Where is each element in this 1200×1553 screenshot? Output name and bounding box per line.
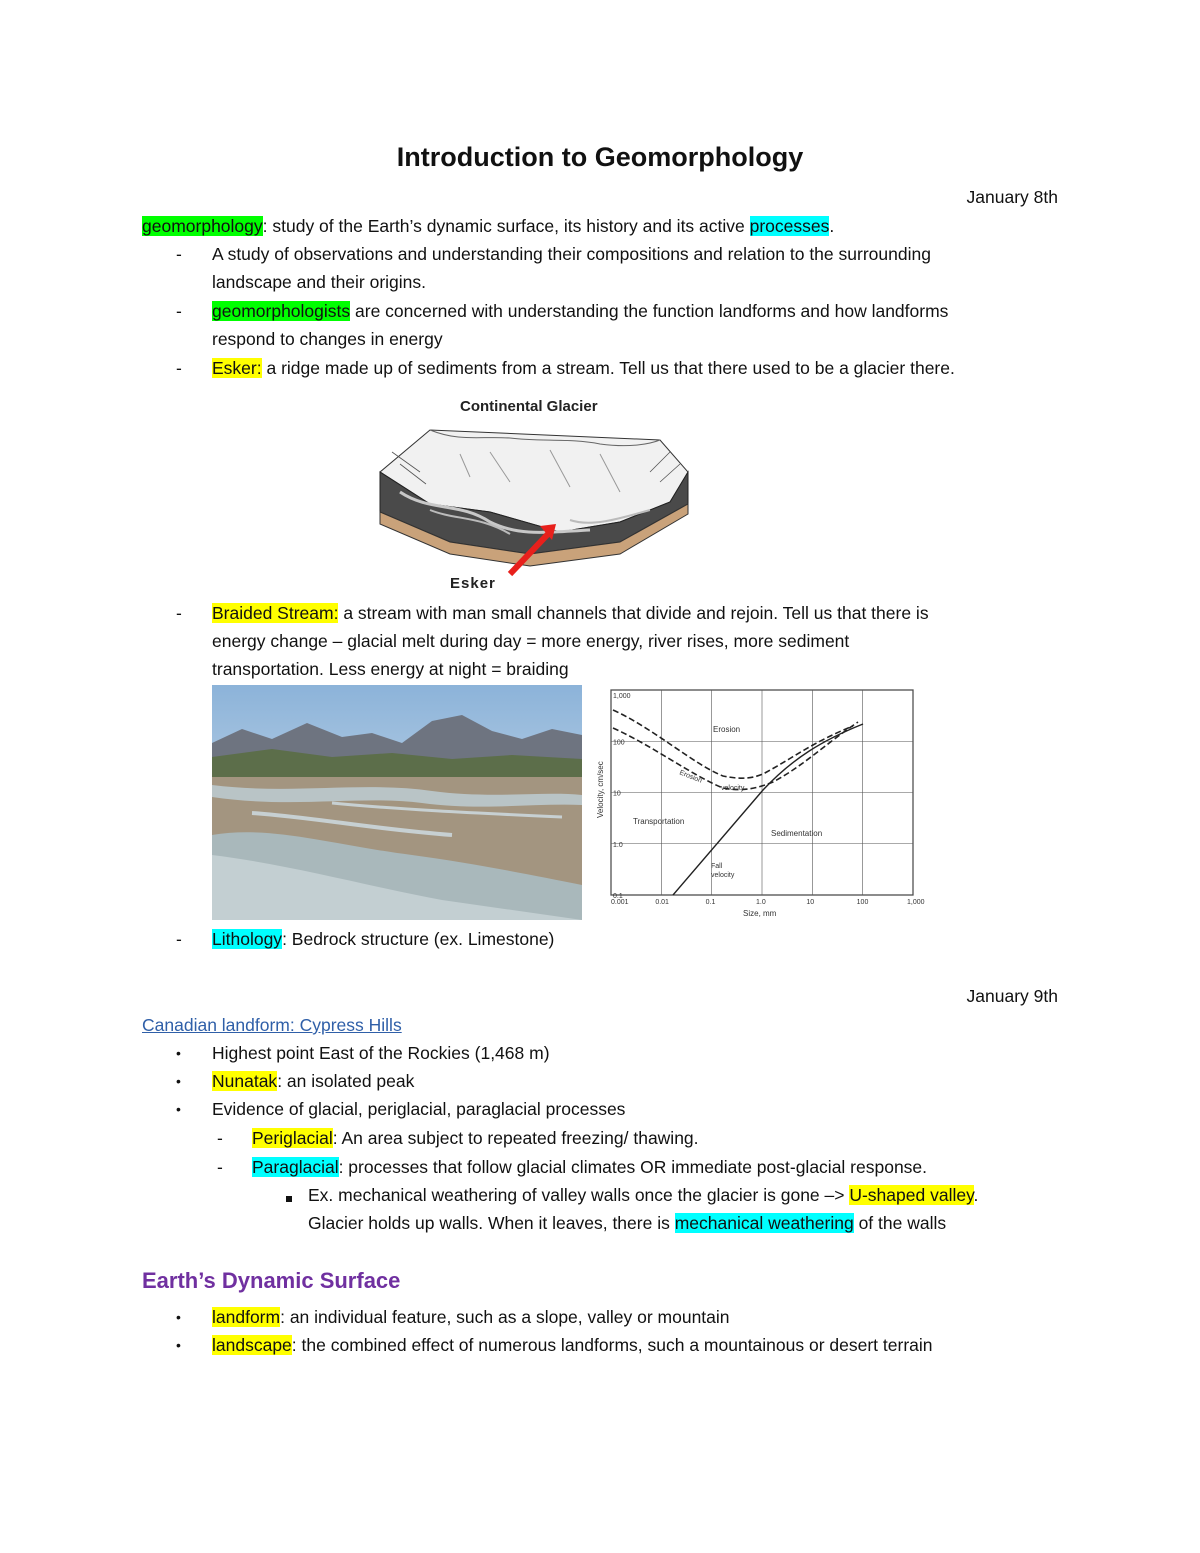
y-tick-label: 1.0: [613, 841, 623, 849]
bullet-marker: •: [176, 1337, 181, 1353]
x-tick-label: 0.001: [611, 899, 629, 906]
date-january-8: January 8th: [966, 187, 1058, 207]
dash-marker: -: [176, 244, 182, 264]
term-braided-stream: Braided Stream:: [212, 603, 339, 623]
term-lithology: Lithology: [212, 929, 283, 949]
x-tick-label: 10: [806, 899, 815, 906]
x-tick-label: 1,000: [907, 899, 925, 906]
x-tick-label: 1.0: [756, 899, 766, 906]
dash-marker: -: [217, 1157, 223, 1177]
bullet-marker: •: [176, 1045, 181, 1061]
braided-river-photo: [212, 685, 582, 920]
list-item: Braided Stream: a stream with man small channels that divide and rejoin. Tell us that there is energy change – glacial melt during day = more energy, river rises, more sediment transportation. Less energy at night = braiding: [212, 603, 929, 679]
y-tick-label: 1,000: [613, 693, 631, 700]
dash-marker: -: [176, 301, 182, 321]
x-tick-label: 100: [856, 899, 869, 906]
bullet-marker: •: [176, 1073, 181, 1089]
y-tick-label: 0.1: [613, 893, 623, 900]
hjulstrom-x-ticks: [611, 899, 925, 906]
list-item: landscape: the combined effect of numerous landforms, such a mountainous or desert terrain: [212, 1335, 933, 1355]
term-mechanical-weathering: mechanical weathering: [674, 1213, 854, 1233]
term-nunatak: Nunatak: [212, 1071, 278, 1091]
list-item: Highest point East of the Rockies (1,468 m): [212, 1043, 550, 1063]
list-item: A study of observations and understanding their compositions and relation to the surrounding landscape and their origins.: [212, 244, 931, 292]
section-heading: Earth’s Dynamic Surface: [142, 1268, 401, 1293]
fall-velocity-label-2: velocity: [711, 872, 735, 879]
esker-arrow-label: Esker: [450, 575, 496, 592]
term-geomorphologists: geomorphologists: [212, 301, 351, 321]
list-item: Periglacial: An area subject to repeated freezing/ thawing.: [252, 1128, 699, 1148]
hjulstrom-y-axis-label: Velocity, cm/sec: [596, 761, 605, 818]
region-erosion-label: Erosion: [713, 725, 741, 734]
y-tick-label: 100: [613, 739, 625, 747]
region-transportation-label: Transportation: [633, 817, 685, 826]
list-item: Paraglacial: processes that follow glacial climates OR immediate post-glacial response.: [252, 1157, 928, 1177]
y-tick-label: 10: [613, 790, 621, 798]
term-periglacial: Periglacial: [252, 1128, 333, 1148]
list-item: Nunatak: an isolated peak: [212, 1071, 415, 1091]
list-item: Esker: a ridge made up of sediments from a stream. Tell us that there used to be a glacier there.: [212, 358, 955, 378]
velocity-curve-label: velocity: [721, 785, 745, 792]
fall-velocity-label-1: Fall: [711, 863, 723, 870]
definition-geomorphology: geomorphology: study of the Earth’s dynamic surface, its history and its active processes.: [142, 216, 835, 236]
list-item: geomorphologists are concerned with understanding the function landforms and how landforms respond to changes in energy: [212, 301, 949, 349]
glacier-figure-title: Continental Glacier: [460, 398, 598, 415]
term-landscape: landscape: [212, 1335, 292, 1355]
term-landform: landform: [212, 1307, 281, 1327]
dash-marker: -: [176, 929, 182, 949]
dash-marker: -: [176, 358, 182, 378]
dash-marker: -: [176, 603, 182, 623]
page-title: Introduction to Geomorphology: [396, 142, 804, 172]
square-bullet-icon: [286, 1190, 292, 1208]
list-item: landform: an individual feature, such as a slope, valley or mountain: [212, 1307, 730, 1327]
list-item: Lithology: Bedrock structure (ex. Limestone): [212, 929, 555, 949]
date-january-9: January 9th: [966, 986, 1058, 1006]
list-item: Evidence of glacial, periglacial, paraglacial processes: [212, 1099, 626, 1119]
hjulstrom-diagram: [593, 688, 928, 920]
hjulstrom-x-axis-label: Size, mm: [743, 909, 777, 918]
term-paraglacial: Paraglacial: [252, 1157, 339, 1177]
x-tick-label: 0.1: [705, 899, 716, 906]
bullet-marker: •: [176, 1101, 181, 1117]
term-esker: Esker:: [212, 358, 262, 378]
term-geomorphology: geomorphology: [142, 216, 263, 236]
x-tick-label: 0.01: [655, 899, 669, 906]
list-item: Ex. mechanical weathering of valley walls once the glacier is gone –> U-shaped valley. Glacier holds up walls. When it leaves, there is mechanical weathering of the walls: [308, 1185, 979, 1233]
term-u-shaped-valley: U-shaped valley: [849, 1185, 974, 1205]
dash-marker: -: [217, 1128, 223, 1148]
region-sedimentation-label: Sedimentation: [771, 829, 823, 838]
continental-glacier-figure: [370, 392, 710, 592]
erosion-curve-label: Erosion: [678, 769, 703, 785]
bullet-marker: •: [176, 1309, 181, 1325]
term-processes: processes: [749, 216, 830, 236]
cypress-hills-link[interactable]: Canadian landform: Cypress Hills: [142, 1015, 402, 1035]
